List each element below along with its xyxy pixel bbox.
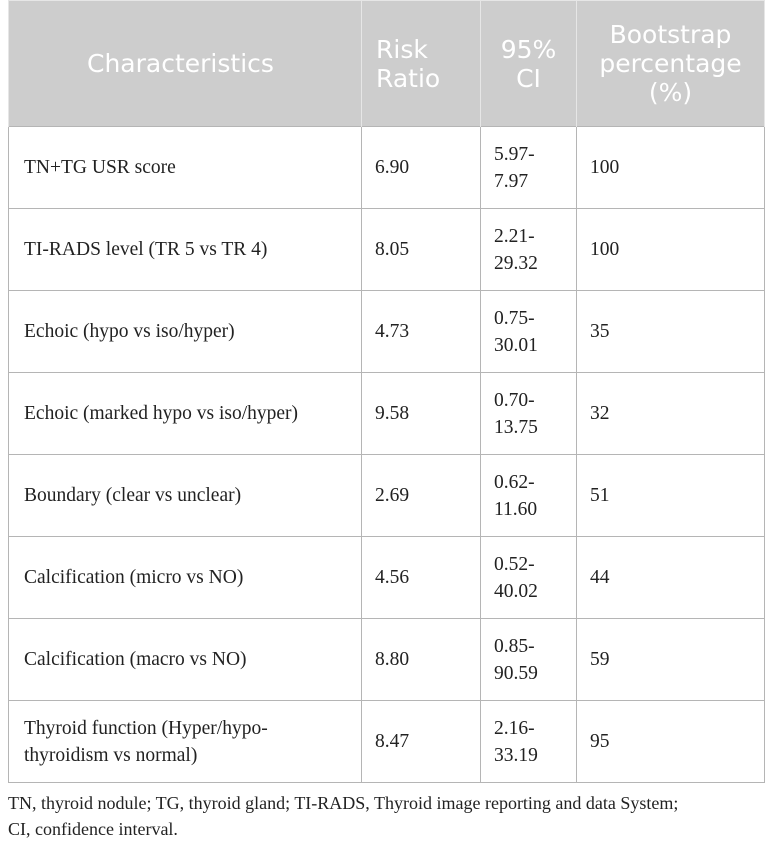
table-row bbox=[9, 701, 765, 783]
cell-characteristic bbox=[9, 373, 362, 455]
cell-characteristic bbox=[9, 291, 362, 373]
cell-characteristic bbox=[9, 127, 362, 209]
cell-ci bbox=[481, 373, 577, 455]
cell-characteristic bbox=[9, 209, 362, 291]
cell-text: 40.02 bbox=[494, 580, 538, 602]
footnote-line: TN, thyroid nodule; TG, thyroid gland; TI-RADS, Thyroid image reporting and data System; bbox=[8, 793, 679, 813]
cell-text: Calcification (macro vs NO) bbox=[24, 649, 247, 670]
cell-characteristic bbox=[9, 619, 362, 701]
cell-bootstrap: 35 bbox=[577, 291, 765, 373]
cell-text: Calcification (micro vs NO) bbox=[24, 567, 244, 588]
cell-risk-ratio: 9.58 bbox=[362, 373, 481, 455]
header-risk-ratio bbox=[362, 1, 481, 127]
header-text: (%) bbox=[648, 78, 693, 107]
header-text: Bootstrap bbox=[609, 20, 732, 49]
cell-risk-ratio: 8.80 bbox=[362, 619, 481, 701]
header-text: Ratio bbox=[376, 63, 441, 93]
cell-characteristic bbox=[9, 537, 362, 619]
cell-ci bbox=[481, 701, 577, 783]
cell-characteristic bbox=[9, 701, 362, 783]
cell-text: TN+TG USR score bbox=[24, 157, 176, 178]
cell-text: Echoic (marked hypo vs iso/hyper) bbox=[24, 403, 299, 424]
header-row bbox=[9, 1, 765, 127]
cell-ci bbox=[481, 537, 577, 619]
cell-text: Echoic (hypo vs iso/hyper) bbox=[24, 321, 235, 342]
cell-characteristic bbox=[9, 455, 362, 537]
cell-text: 30.01 bbox=[494, 334, 538, 356]
cell-bootstrap: 51 bbox=[577, 455, 765, 537]
cell-text: 0.52- bbox=[494, 553, 535, 575]
header-text: CI bbox=[516, 63, 541, 93]
cell-risk-ratio: 8.05 bbox=[362, 209, 481, 291]
header-ci bbox=[481, 1, 577, 127]
header-text: 95% bbox=[500, 34, 557, 64]
cell-text: 2.21- bbox=[494, 225, 535, 247]
cell-text: 7.97 bbox=[494, 170, 529, 192]
cell-bootstrap: 100 bbox=[577, 209, 765, 291]
cell-text: 33.19 bbox=[494, 744, 538, 766]
cell-ci bbox=[481, 291, 577, 373]
table-row bbox=[9, 291, 765, 373]
table-row bbox=[9, 619, 765, 701]
cell-risk-ratio: 6.90 bbox=[362, 127, 481, 209]
cell-ci bbox=[481, 209, 577, 291]
cell-risk-ratio: 2.69 bbox=[362, 455, 481, 537]
cell-risk-ratio: 4.73 bbox=[362, 291, 481, 373]
cell-text: 2.16- bbox=[494, 717, 535, 739]
table-footnote bbox=[8, 790, 768, 842]
cell-text: 90.59 bbox=[494, 662, 538, 684]
cell-risk-ratio: 8.47 bbox=[362, 701, 481, 783]
cell-bootstrap: 100 bbox=[577, 127, 765, 209]
cell-text: TI-RADS level (TR 5 vs TR 4) bbox=[24, 239, 268, 260]
cell-ci bbox=[481, 127, 577, 209]
table-row bbox=[9, 537, 765, 619]
header-text: percentage bbox=[599, 49, 742, 78]
cell-ci bbox=[481, 455, 577, 537]
cell-risk-ratio: 4.56 bbox=[362, 537, 481, 619]
risk-ratio-table bbox=[8, 0, 765, 783]
table-row bbox=[9, 209, 765, 291]
cell-text: 0.85- bbox=[494, 635, 535, 657]
results-table-container bbox=[8, 0, 764, 783]
table-row bbox=[9, 373, 765, 455]
header-characteristics bbox=[9, 1, 362, 127]
footnote-line: CI, confidence interval. bbox=[8, 819, 178, 839]
cell-bootstrap: 32 bbox=[577, 373, 765, 455]
cell-text: thyroidism vs normal) bbox=[24, 744, 198, 766]
cell-text: 0.75- bbox=[494, 307, 535, 329]
table-row bbox=[9, 455, 765, 537]
table-header bbox=[9, 1, 765, 127]
cell-text: 0.70- bbox=[494, 389, 535, 411]
header-bootstrap bbox=[577, 1, 765, 127]
cell-bootstrap: 95 bbox=[577, 701, 765, 783]
cell-text: 13.75 bbox=[494, 416, 538, 438]
table-body bbox=[9, 127, 765, 783]
header-text: Characteristics bbox=[87, 49, 274, 78]
cell-text: 0.62- bbox=[494, 471, 535, 493]
header-text: Risk bbox=[376, 34, 428, 64]
cell-bootstrap: 59 bbox=[577, 619, 765, 701]
cell-ci bbox=[481, 619, 577, 701]
cell-text: Thyroid function (Hyper/hypo- bbox=[24, 717, 268, 739]
cell-bootstrap: 44 bbox=[577, 537, 765, 619]
cell-text: 5.97- bbox=[494, 143, 535, 165]
table-row bbox=[9, 127, 765, 209]
cell-text: Boundary (clear vs unclear) bbox=[24, 485, 242, 506]
cell-text: 29.32 bbox=[494, 252, 538, 274]
cell-text: 11.60 bbox=[494, 498, 538, 520]
